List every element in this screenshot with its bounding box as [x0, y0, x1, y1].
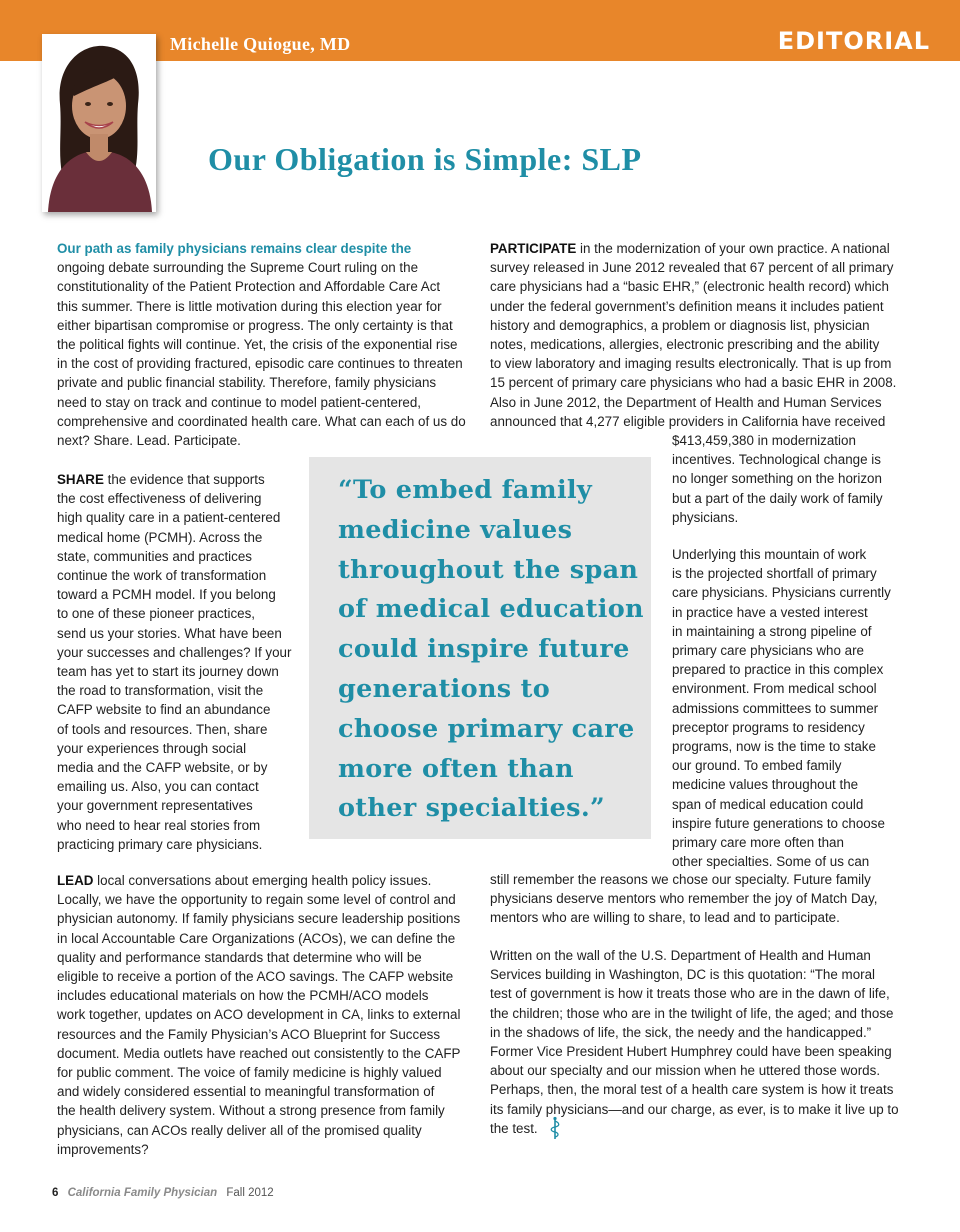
share-lines	[57, 489, 307, 854]
text-line: CAFP website to find an abundance	[57, 702, 271, 718]
participate-narrow-text	[672, 431, 922, 527]
text-line: incentives. Technological change is	[672, 452, 881, 468]
text-line: mentors who are willing to share, to lead and to participate.	[490, 910, 840, 926]
text-line: improvements?	[57, 1141, 149, 1157]
text-line: ongoing debate surrounding the Supreme Court ruling on the	[57, 260, 419, 276]
share-first-text: the evidence that supports	[103, 472, 265, 487]
text-line: toward a PCMH model. If you belong	[57, 587, 276, 603]
text-line: Also in June 2012, the Department of Health and Human Services	[490, 394, 882, 410]
text-line: environment. From medical school	[672, 681, 877, 697]
text-line: the cost effectiveness of delivering	[57, 491, 262, 507]
text-line: quality and performance standards that determine who will be	[57, 949, 422, 965]
participate-first-text: in the modernization of your own practice. A national	[576, 241, 890, 256]
text-line: primary care physicians who are	[672, 643, 865, 659]
text-line: other specialties. Some of us can	[672, 854, 870, 870]
shortfall-paragraph	[672, 545, 922, 871]
text-line: notes, medications, allergies, electronic prescribing and the ability	[490, 337, 880, 353]
text-line: in local Accountable Care Organizations (ACOs), we can define the	[57, 930, 456, 946]
quotation-paragraph	[490, 946, 920, 1138]
text-line: preceptor programs to residency	[672, 719, 865, 735]
text-line: history and demographics, a problem or diagnosis list, physician	[490, 317, 870, 333]
caduceus-end-mark-icon	[548, 1116, 562, 1140]
text-line: constitutionality of the Patient Protection and Affordable Care Act	[57, 279, 441, 295]
text-line: prepared to practice in this complex	[672, 662, 884, 678]
text-line: in the shadows of life, the sick, the needy and the handicapped.”	[490, 1024, 872, 1040]
author-portrait-icon	[42, 34, 156, 212]
page-footer	[52, 1187, 274, 1199]
text-line: physicians deserve mentors who remember the joy of Match Day,	[490, 891, 878, 907]
text-line: and widely considered essential to meaningful transformation of	[57, 1084, 435, 1100]
text-line: either bipartisan compromise or progress. The only certainty is that	[57, 317, 453, 333]
text-line: care physicians had a “basic EHR,” (electronic health record) which	[490, 279, 889, 295]
text-line: no longer something on the horizon	[672, 471, 882, 487]
narrow-lines-b	[672, 545, 922, 871]
text-line: inspire future generations to choose	[672, 815, 885, 831]
text-line: physicians.	[672, 509, 739, 525]
text-line: who need to hear real stories from	[57, 817, 261, 833]
text-line: for public comment. The voice of family medicine is highly valued	[57, 1065, 442, 1081]
text-line: our ground. To embed family	[672, 758, 842, 774]
text-line: the political fights will continue. Yet, the crisis of the exponential rise	[57, 337, 458, 353]
text-line: Services building in Washington, DC is this quotation: “The moral	[490, 967, 876, 983]
text-line: physicians, can ACOs really deliver all of the promised quality	[57, 1122, 422, 1138]
text-line: Locally, we have the opportunity to regain some level of control and	[57, 892, 456, 908]
text-line: includes educational materials on how the PCMH/ACO models	[57, 988, 429, 1004]
share-first-line	[57, 470, 307, 489]
narrow-lines-a	[672, 431, 922, 527]
text-line: still remember the reasons we chose our specialty. Future family	[490, 872, 871, 887]
text-line: comprehensive and coordinated health care. What can each of us do	[57, 413, 466, 429]
text-line: this summer. There is little motivation during this election year for	[57, 298, 442, 314]
share-keyword: SHARE	[57, 472, 104, 487]
text-line: your experiences through social	[57, 740, 247, 756]
text-line: span of medical education could	[672, 796, 864, 812]
text-line: the children; those who are in the twilight of life, the aged; and those	[490, 1005, 894, 1021]
pull-quote-text: “To embed family medicine values throughout the span of medical education could inspire future generations to choose primary care more often than other specialties.”	[338, 475, 644, 824]
text-line: Written on the wall of the U.S. Department of Health and Human	[490, 948, 871, 963]
text-line: private and public financial stability. Therefore, family physicians	[57, 375, 437, 391]
page-number: 6	[52, 1187, 59, 1199]
lead-lines	[57, 890, 477, 1159]
text-line: announced that 4,277 eligible providers in California have received	[490, 413, 886, 429]
text-line: your government representatives	[57, 798, 253, 814]
text-line: its family physicians—and our charge, as ever, is to make it live up to	[490, 1101, 899, 1117]
text-line: about our specialty and our mission when he uttered those words.	[490, 1063, 881, 1079]
text-line: work together, updates on ACO development in CA, links to external	[57, 1007, 461, 1023]
text-line: medical home (PCMH). Across the	[57, 529, 263, 545]
text-line: primary care more often than	[672, 835, 844, 851]
text-line: is the projected shortfall of primary	[672, 566, 877, 582]
issue-label: Fall 2012	[226, 1187, 274, 1199]
text-line: 15 percent of primary care physicians who had a basic EHR in 2008.	[490, 375, 897, 391]
text-line: of tools and resources. Then, share	[57, 721, 268, 737]
participate-first-line	[490, 239, 910, 258]
text-line: programs, now is the time to stake	[672, 739, 876, 755]
text-line: resources and the Family Physician’s ACO Blueprint for Success	[57, 1026, 441, 1042]
text-line: survey released in June 2012 revealed that 67 percent of all primary	[490, 260, 894, 276]
intro-lead-line: Our path as family physicians remains clear despite the	[57, 241, 412, 256]
text-line: Former Vice President Hubert Humphrey could have been speaking	[490, 1044, 892, 1060]
text-line: test of government is how it treats those who are in the dawn of life,	[490, 986, 890, 1002]
text-line: emailing us. Also, you can contact	[57, 779, 259, 795]
text-line: next? Share. Lead. Participate.	[57, 433, 241, 449]
intro-lines	[57, 258, 477, 450]
pull-quote-box	[309, 457, 651, 839]
text-line: the test.	[490, 1120, 538, 1136]
text-line: high quality care in a patient-centered	[57, 510, 281, 526]
text-line: send us your stories. What have been	[57, 625, 282, 641]
share-paragraph	[57, 470, 307, 854]
text-line: care physicians. Physicians currently	[672, 585, 891, 601]
text-line: need to stay on track and continue to model patient-centered,	[57, 394, 422, 410]
text-line: in maintaining a strong pipeline of	[672, 623, 872, 639]
intro-paragraph	[57, 239, 477, 450]
text-line: admissions committees to summer	[672, 700, 879, 716]
participate-paragraph	[490, 239, 910, 431]
wide-lines-c	[490, 870, 910, 928]
text-line: physician autonomy. If family physicians secure leadership positions	[57, 911, 461, 927]
participate-keyword: PARTICIPATE	[490, 241, 577, 256]
text-line: team has yet to start its journey down	[57, 664, 279, 680]
text-line: but a part of the daily work of family	[672, 490, 883, 506]
lead-first-line	[57, 871, 477, 890]
text-line: eligible to receive a portion of the ACO savings. The CAFP website	[57, 969, 454, 985]
lead-keyword: LEAD	[57, 873, 94, 888]
mentors-text	[490, 870, 910, 928]
text-line: Underlying this mountain of work	[672, 547, 867, 562]
text-line: $413,459,380 in modernization	[672, 433, 856, 448]
text-line: your successes and challenges? If your	[57, 644, 292, 660]
wide-lines-d	[490, 946, 920, 1138]
author-photo	[42, 34, 156, 212]
text-line: document. Media outlets have reached out consistently to the CAFP	[57, 1045, 461, 1061]
text-line: to one of these pioneer practices,	[57, 606, 256, 622]
text-line: continue the work of transformation	[57, 568, 267, 584]
participate-lines	[490, 258, 910, 431]
lead-paragraph	[57, 871, 477, 1159]
text-line: state, communities and practices	[57, 548, 252, 564]
text-line: the road to transformation, visit the	[57, 683, 264, 699]
text-line: practicing primary care physicians.	[57, 836, 263, 852]
author-name: Michelle Quiogue, MD	[170, 34, 351, 54]
lead-first-text: local conversations about emerging health policy issues.	[93, 873, 432, 888]
magazine-name: California Family Physician	[67, 1187, 218, 1199]
text-line: medicine values throughout the	[672, 777, 859, 793]
article-title: Our Obligation is Simple: SLP	[208, 141, 642, 177]
text-line: media and the CAFP website, or by	[57, 760, 268, 776]
text-line: to view laboratory and imaging results electronically. That is up from	[490, 356, 892, 372]
text-line: in the cost of providing fractured, episodic care continues to threaten	[57, 356, 463, 372]
text-line: Perhaps, then, the moral test of a health care system is how it treats	[490, 1082, 894, 1098]
section-label: EDITORIAL	[777, 27, 930, 55]
text-line: the health delivery system. Without a strong presence from family	[57, 1103, 445, 1119]
text-line: in practice have a vested interest	[672, 604, 868, 620]
text-line: under the federal government’s definition means it includes patient	[490, 298, 884, 314]
